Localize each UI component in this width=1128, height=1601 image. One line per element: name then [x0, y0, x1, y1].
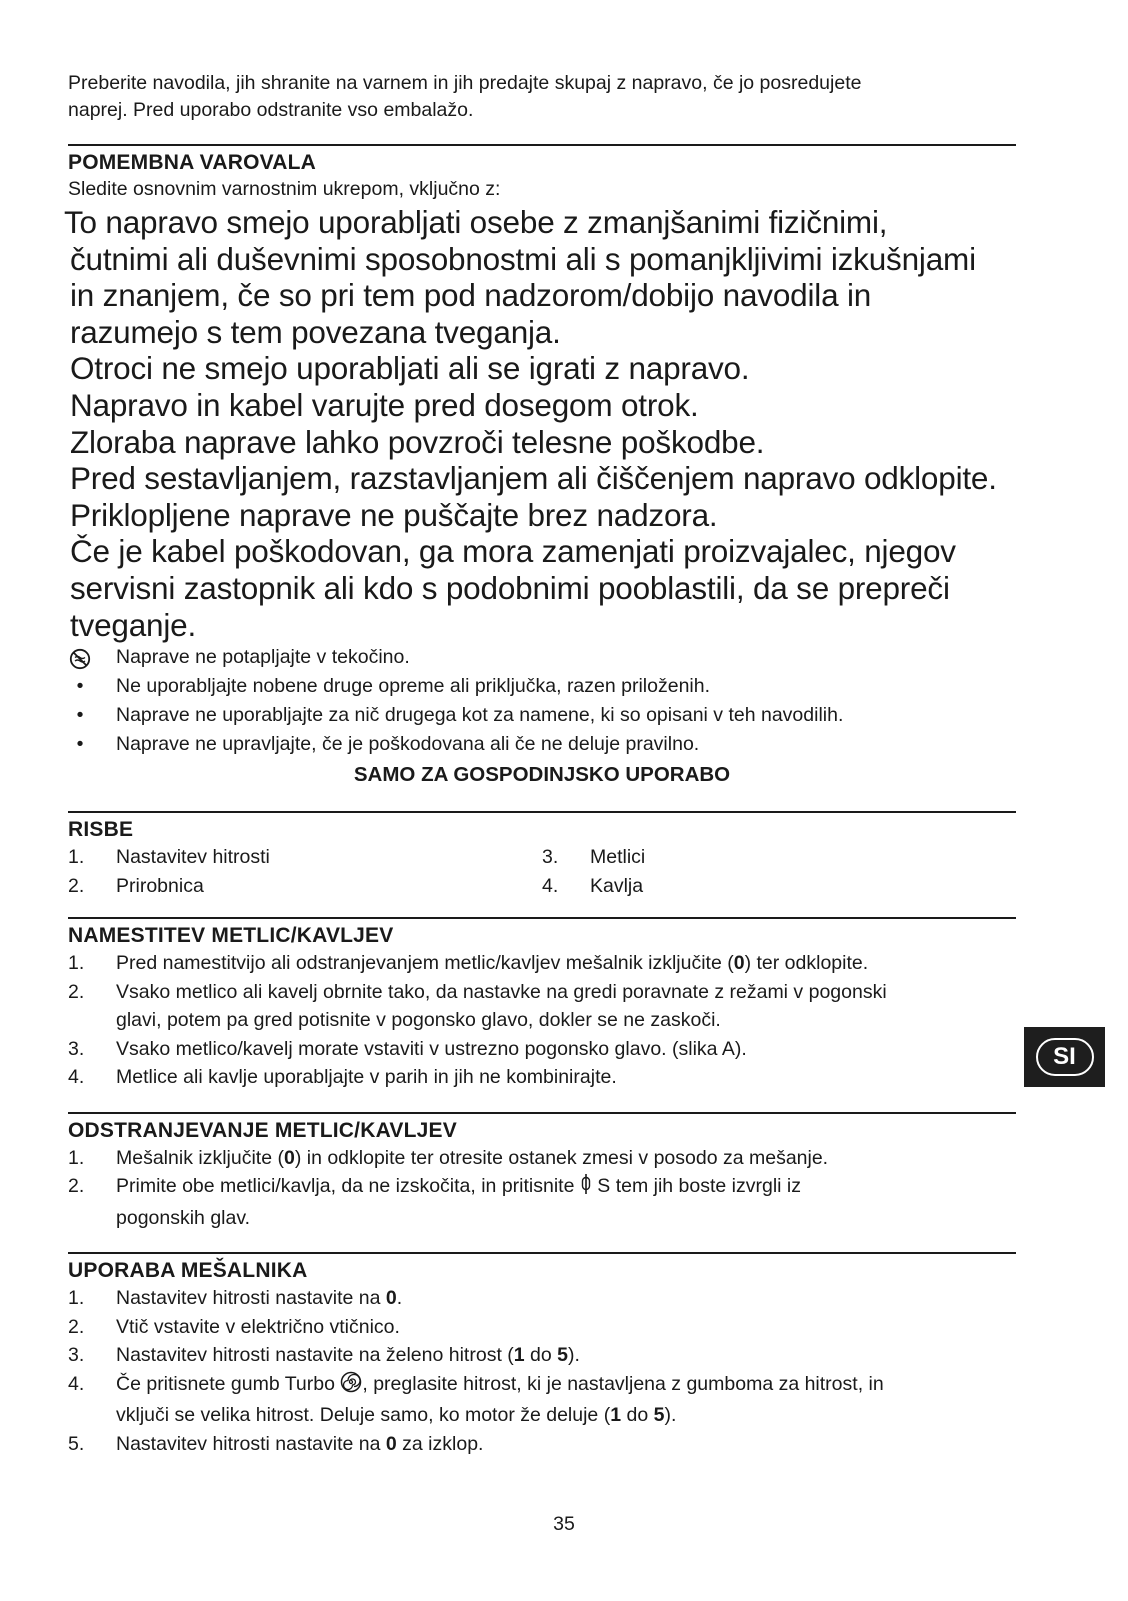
list-item: [68, 843, 542, 872]
list-item: [68, 730, 1016, 759]
bullet-text: Naprave ne potapljajte v tekočino.: [116, 646, 410, 669]
list-item: [68, 1144, 1016, 1173]
item-number: 1.: [68, 1287, 85, 1310]
using-steps: [68, 1284, 1016, 1458]
section-divider: [68, 811, 1016, 813]
step-text: , preglasite hitrost, ki je nastavljena z gumboma za hitrost, in: [362, 1372, 884, 1395]
step-text: Primite obe metlici/kavlja, da ne izskočita, in pritisnite: [116, 1175, 575, 1198]
step-text: Vsako metlico/kavelj morate vstaviti v ustrezno pogonsko glavo. (slika A).: [116, 1037, 747, 1060]
removing-heading: ODSTRANJEVANJE METLIC/KAVLJEV: [68, 1118, 457, 1142]
step-text: ) ter odklopite.: [744, 952, 869, 975]
list-item: [68, 1313, 1016, 1342]
step-text: S tem jih boste izvrgli iz: [591, 1175, 802, 1198]
step-bold: 0: [733, 952, 745, 975]
item-label: Kavlja: [590, 874, 644, 897]
warning-line: čutnimi ali duševnimi sposobnostmi ali s pomanjkljivimi izkušnjami: [70, 240, 976, 277]
step-text: Pred namestitvijo ali odstranjevanjem metlic/kavljev mešalnik izključite (: [116, 952, 734, 975]
item-number: 4.: [68, 1066, 85, 1089]
item-label: Nastavitev hitrosti: [116, 846, 270, 869]
warning-line: Pred sestavljanjem, razstavljanjem ali čiščenjem napravo odklopite.: [70, 460, 997, 497]
step-text: glavi, potem pa gred potisnite v pogonsko glavo, dokler se ne zaskoči.: [116, 1009, 721, 1032]
safety-bullets: [68, 643, 1016, 759]
step-text: za izklop.: [396, 1432, 484, 1455]
list-item: [68, 1341, 1016, 1370]
using-heading: UPORABA MEŠALNIKA: [68, 1259, 308, 1283]
warning-line: Napravo in kabel varujte pred dosegom otrok.: [70, 386, 699, 423]
item-number: 3.: [542, 846, 559, 869]
section-divider: [68, 1112, 1016, 1114]
eject-icon: [580, 1173, 592, 1204]
step-text: pogonskih glav.: [116, 1206, 251, 1229]
warning-line: tveganje.: [70, 606, 197, 643]
step-text: Vsako metlico ali kavelj obrnite tako, da nastavke na gredi poravnate z režami v pogonski: [116, 980, 887, 1003]
list-item: [68, 978, 1016, 1035]
item-number: 1.: [68, 952, 85, 975]
safety-subtitle: Sledite osnovnim varnostnim ukrepom, vključno z:: [68, 178, 501, 200]
item-number: 2.: [68, 980, 85, 1003]
item-label: Prirobnica: [116, 874, 204, 897]
household-use-heading: SAMO ZA GOSPODINJSKO UPORABO: [353, 763, 731, 787]
drawings-list: [68, 843, 1016, 900]
language-tab: [1024, 1027, 1105, 1087]
section-divider: [68, 917, 1016, 919]
warning-line: Priklopljene naprave ne puščajte brez nadzora.: [70, 496, 718, 533]
item-label: Metlici: [590, 846, 646, 869]
bullet-text: Naprave ne upravljajte, če je poškodovana ali če ne deluje pravilno.: [116, 733, 700, 756]
page-content: [64, 70, 1016, 1458]
step-text: Vtič vstavite v električno vtičnico.: [116, 1315, 400, 1338]
list-item: [68, 1370, 1016, 1430]
bullet-text: Ne uporabljajte nobene druge opreme ali priključka, razen priloženih.: [116, 675, 711, 698]
step-text: ).: [664, 1404, 677, 1427]
item-number: 5.: [68, 1432, 85, 1455]
item-number: 2.: [68, 1315, 85, 1338]
list-item: [68, 672, 1016, 701]
page-number: 35: [553, 1513, 575, 1535]
warning-line: Če je kabel poškodovan, ga mora zamenjati proizvajalec, njegov: [70, 533, 956, 570]
intro-line-2: naprej. Pred uporabo odstranite vso embalažo.: [68, 99, 474, 121]
warning-line: Otroci ne smejo uporabljati ali se igrati z napravo.: [70, 350, 750, 387]
step-text: do: [524, 1344, 558, 1367]
list-item: [542, 843, 1016, 872]
step-text: Če pritisnete gumb Turbo: [116, 1372, 341, 1395]
step-text: Nastavitev hitrosti nastavite na: [116, 1287, 386, 1310]
item-number: 2.: [68, 1175, 85, 1198]
item-number: 3.: [68, 1037, 85, 1060]
step-text: ) in odklopite ter otresite ostanek zmesi v posodo za mešanje.: [294, 1146, 829, 1169]
drawings-heading: RISBE: [68, 818, 134, 842]
step-text: do: [621, 1404, 654, 1427]
fitting-steps: [68, 949, 1016, 1092]
step-bold: 0: [283, 1146, 295, 1169]
step-bold: 1: [610, 1404, 622, 1427]
warning-line: razumejo s tem povezana tveganja.: [70, 313, 561, 350]
item-number: 1.: [68, 846, 85, 869]
warning-line: Zloraba naprave lahko povzroči telesne poškodbe.: [70, 423, 765, 460]
list-item: [542, 872, 1016, 901]
step-text: Nastavitev hitrosti nastavite na želeno hitrost (: [116, 1344, 514, 1367]
bullet-text: Naprave ne uporabljajte za nič drugega kot za namene, ki so opisani v teh navodilih.: [116, 704, 844, 727]
step-text: vključi se velika hitrost. Deluje samo, ko motor že deluje (: [116, 1404, 611, 1427]
list-item: [68, 643, 1016, 672]
item-number: 2.: [68, 874, 85, 897]
step-bold: 1: [513, 1344, 525, 1367]
list-item: [68, 1284, 1016, 1313]
bullet-mark: •: [76, 675, 84, 698]
warning-line: To napravo smejo uporabljati osebe z zmanjšanimi fizičnimi,: [64, 204, 888, 240]
language-code: SI: [1036, 1038, 1094, 1076]
section-divider: [68, 1252, 1016, 1254]
fitting-heading: NAMESTITEV METLIC/KAVLJEV: [68, 924, 394, 948]
list-item: [68, 701, 1016, 730]
step-bold: 5: [653, 1404, 665, 1427]
bullet-mark: •: [76, 733, 84, 756]
safety-warnings: [64, 204, 1016, 643]
list-item: [68, 1172, 1016, 1232]
list-item: [68, 949, 1016, 978]
bullet-mark: •: [76, 704, 84, 727]
step-bold: 0: [385, 1432, 397, 1455]
removing-steps: [68, 1144, 1016, 1233]
intro-text: [68, 70, 1016, 124]
safety-heading: POMEMBNA VAROVALA: [68, 151, 317, 174]
intro-line-1: Preberite navodila, jih shranite na varnem in jih predajte skupaj z napravo, če jo posredujete: [68, 72, 862, 94]
item-number: 4.: [542, 874, 559, 897]
list-item: [68, 1035, 1016, 1064]
step-text: .: [396, 1287, 403, 1310]
list-item: [68, 1063, 1016, 1092]
warning-line: servisni zastopnik ali kdo s podobnimi pooblastili, da se prepreči: [70, 569, 950, 606]
item-number: 1.: [68, 1146, 85, 1169]
item-number: 3.: [68, 1344, 85, 1367]
warning-line: in znanjem, če so pri tem pod nadzorom/dobijo navodila in: [70, 277, 872, 314]
list-item: [68, 1430, 1016, 1459]
step-text: ).: [568, 1344, 580, 1367]
step-text: Nastavitev hitrosti nastavite na: [116, 1432, 386, 1455]
item-number: 4.: [68, 1372, 85, 1395]
section-divider: [68, 144, 1016, 146]
step-text: Metlice ali kavlje uporabljajte v parih in jih ne kombinirajte.: [116, 1066, 617, 1089]
step-bold: 5: [557, 1344, 569, 1367]
step-bold: 0: [385, 1287, 397, 1310]
list-item: [68, 872, 542, 901]
step-text: Mešalnik izključite (: [116, 1146, 284, 1169]
turbo-icon: [340, 1371, 362, 1402]
